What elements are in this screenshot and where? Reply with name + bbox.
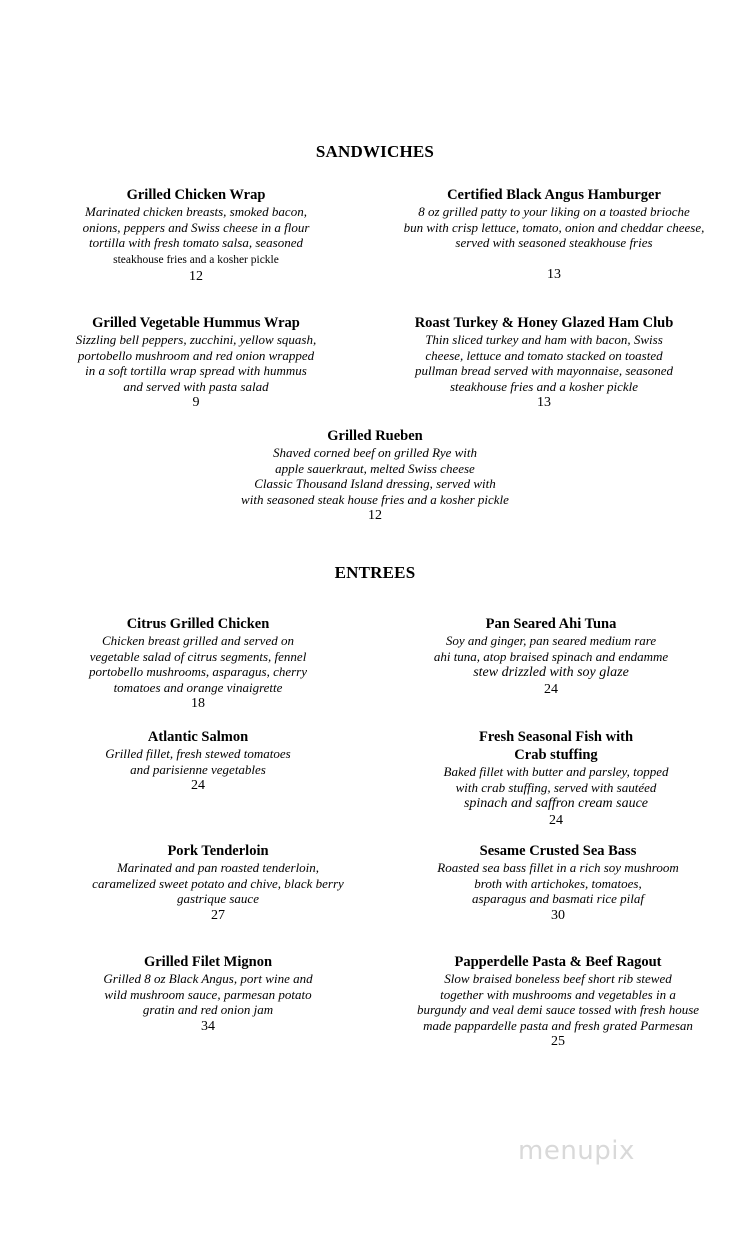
item-price: 24 xyxy=(544,681,558,697)
item-price: 13 xyxy=(547,266,561,282)
menu-item-vegetable-hummus-wrap xyxy=(60,314,332,411)
menu-item-citrus-grilled-chicken xyxy=(62,615,334,712)
menu-item-pork-tenderloin xyxy=(80,842,356,924)
menu-item-grilled-chicken-wrap xyxy=(60,186,332,285)
item-description: Marinated chicken breasts, smoked bacon, onions, peppers and Swiss cheese in a flour tortilla with fresh tomato salsa, seasoned steakhouse fries and a kosher pickle xyxy=(82,204,310,266)
item-description: Marinated and pan roasted tenderloin, caramelized sweet potato and chive, black berry gastrique sauce xyxy=(92,860,344,906)
item-description: Thin sliced turkey and ham with bacon, Swiss cheese, lettuce and tomato stacked on toasted pullman bread served with mayonnaise, seasoned steakhouse fries and a kosher pickle xyxy=(414,332,674,394)
item-price: 9 xyxy=(192,395,200,410)
item-description-extra: steakhouse fries and a kosher pickle xyxy=(113,253,279,266)
item-name: Atlantic Salmon xyxy=(147,729,249,745)
item-price: 12 xyxy=(368,508,382,523)
item-description-extra: stew drizzled with soy glaze xyxy=(473,665,629,680)
item-price: 27 xyxy=(211,907,225,923)
item-description: Slow braised boneless beef short rib stewed together with mushrooms and vegetables in a burgundy and veal demi sauce tossed with fresh house made pappardelle pasta and fresh grated Parmesan xyxy=(416,971,700,1033)
menu-item-fresh-seasonal-fish xyxy=(406,728,706,829)
item-name: Fresh Seasonal Fish with Crab stuffing xyxy=(478,729,634,763)
menu-item-pan-seared-ahi-tuna xyxy=(400,615,702,698)
item-name: Grilled Rueben xyxy=(327,428,423,444)
item-name: Papperdelle Pasta & Beef Ragout xyxy=(454,954,662,970)
item-description-extra: spinach and saffron cream sauce xyxy=(463,796,649,811)
item-description: Shaved corned beef on grilled Rye with apple sauerkraut, melted Swiss cheese Classic Thousand Island dressing, served with with seasoned steak house fries and a kosher pickle xyxy=(241,445,509,507)
item-description: Baked fillet with butter and parsley, topped with crab stuffing, served with sautéed spinach and saffron cream sauce xyxy=(443,764,669,811)
item-price: 34 xyxy=(201,1018,215,1034)
item-description: 8 oz grilled patty to your liking on a toasted brioche bun with crisp lettuce, tomato, onion and cheddar cheese, served with seasoned steakhouse fries xyxy=(403,204,705,250)
item-description: Grilled 8 oz Black Angus, port wine and wild mushroom sauce, parmesan potato gratin and red onion jam xyxy=(103,971,313,1017)
menupix-watermark: menupix xyxy=(518,1136,635,1166)
menu-item-sesame-crusted-sea-bass xyxy=(408,842,708,924)
item-name: Roast Turkey & Honey Glazed Ham Club xyxy=(414,315,674,331)
item-price: 13 xyxy=(537,395,551,410)
section-title-entrees: ENTREES xyxy=(334,563,416,582)
item-name: Citrus Grilled Chicken xyxy=(126,616,270,632)
menu-item-papperdelle-pasta xyxy=(392,953,724,1050)
item-description: Roasted sea bass fillet in a rich soy mushroom broth with artichokes, tomatoes, asparagus and basmati rice pilaf xyxy=(437,860,679,906)
item-name: Pork Tenderloin xyxy=(167,843,269,859)
item-price: 25 xyxy=(551,1034,565,1049)
item-description: Soy and ginger, pan seared medium rare ahi tuna, atop braised spinach and endamme stew drizzled with soy glaze xyxy=(433,633,669,680)
item-name: Certified Black Angus Hamburger xyxy=(447,187,661,203)
menu-item-atlantic-salmon xyxy=(62,728,334,794)
item-price: 24 xyxy=(549,812,563,828)
item-name: Pan Seared Ahi Tuna xyxy=(485,616,617,632)
item-name: Sesame Crusted Sea Bass xyxy=(479,843,637,859)
item-price: 24 xyxy=(191,778,205,793)
section-title-sandwiches: SANDWICHES xyxy=(315,142,435,161)
item-name: Grilled Chicken Wrap xyxy=(126,187,266,203)
item-description: Grilled fillet, fresh stewed tomatoes and parisienne vegetables xyxy=(105,746,291,777)
item-name: Grilled Filet Mignon xyxy=(143,954,273,970)
menu-item-grilled-filet-mignon xyxy=(72,953,344,1035)
menu-item-black-angus-hamburger xyxy=(390,186,718,283)
menu-item-turkey-ham-club xyxy=(390,314,698,411)
item-name: Grilled Vegetable Hummus Wrap xyxy=(92,315,300,331)
menu-item-grilled-rueben xyxy=(220,427,530,524)
item-price: 12 xyxy=(189,269,203,284)
item-price: 30 xyxy=(551,907,565,923)
item-price: 18 xyxy=(191,696,205,711)
item-description: Chicken breast grilled and served on vegetable salad of citrus segments, fennel portobello mushrooms, asparagus, cherry tomatoes and orange vinaigrette xyxy=(89,633,307,695)
item-description: Sizzling bell peppers, zucchini, yellow squash, portobello mushroom and red onion wrapped in a soft tortilla wrap spread with hummus and served with pasta salad xyxy=(75,332,317,394)
